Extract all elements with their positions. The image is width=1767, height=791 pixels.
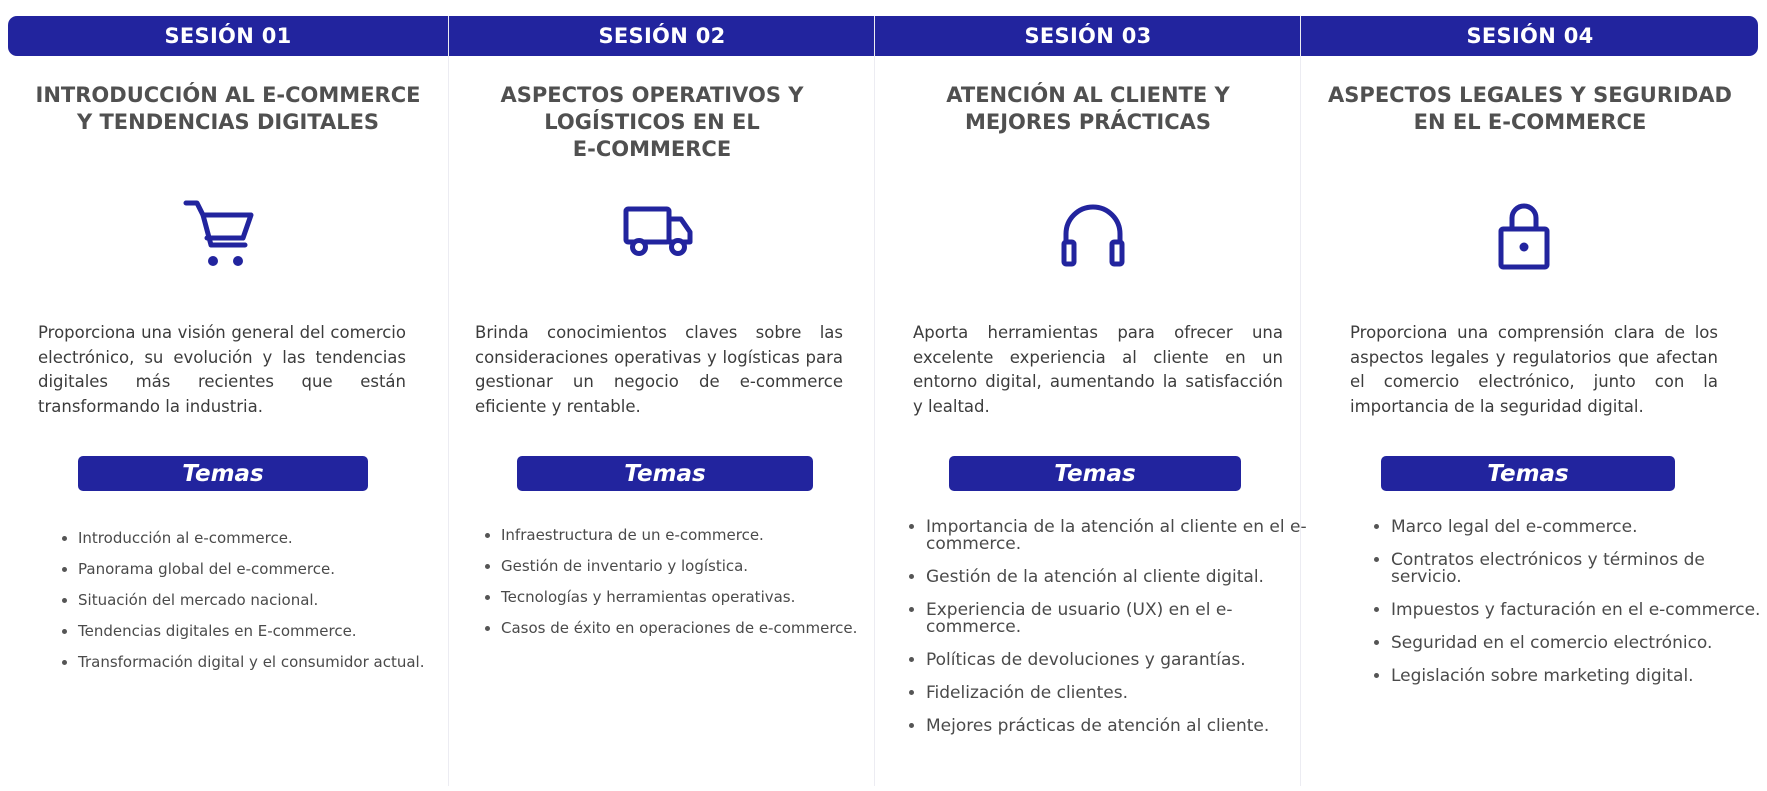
topics-label: Temas xyxy=(78,456,368,491)
list-item: • Importancia de la atención al cliente en el e-commerce. xyxy=(926,519,1316,553)
list-item: • Infraestructura de un e-commerce. xyxy=(501,527,881,543)
topics-list xyxy=(1359,519,1767,701)
session-03 xyxy=(874,16,1307,786)
shopping-cart-icon xyxy=(180,196,260,276)
list-item: • Experiencia de usuario (UX) en el e-commerce. xyxy=(926,602,1316,636)
list-item: • Contratos electrónicos y términos de servicio. xyxy=(1391,552,1767,586)
list-item: • Tendencias digitales en E-commerce. xyxy=(78,623,438,639)
topics-list xyxy=(469,527,881,651)
list-item: • Transformación digital y el consumidor actual. xyxy=(78,654,438,670)
list-item: • Situación del mercado nacional. xyxy=(78,592,438,608)
list-item: • Impuestos y facturación en el e-commerce. xyxy=(1391,602,1767,619)
list-item: • Gestión de la atención al cliente digital. xyxy=(926,569,1316,586)
padlock-icon xyxy=(1484,196,1564,276)
session-header: SESIÓN 04 xyxy=(1466,24,1594,48)
session-description: Brinda conocimientos claves sobre las consideraciones operativas y logísticas para gestionar un negocio de e-commerce eficiente y rentable. xyxy=(475,323,843,416)
session-description: Proporciona una comprensión clara de los aspectos legales y regulatorios que afectan el comercio electrónico, junto con la importancia de la seguridad digital. xyxy=(1350,323,1718,416)
session-description: Aporta herramientas para ofrecer una excelente experiencia al cliente en un entorno digital, aumentando la satisfacción y lealtad. xyxy=(913,323,1283,416)
list-item: • Mejores prácticas de atención al cliente. xyxy=(926,718,1316,735)
topics-label: Temas xyxy=(949,456,1241,491)
headphones-icon xyxy=(1053,196,1133,276)
list-item: • Legislación sobre marketing digital. xyxy=(1391,668,1767,685)
topics-label: Temas xyxy=(1381,456,1675,491)
list-item: • Casos de éxito en operaciones de e-commerce. xyxy=(501,620,881,636)
list-item: • Políticas de devoluciones y garantías. xyxy=(926,652,1316,669)
session-04 xyxy=(1300,16,1759,786)
session-title: INTRODUCCIÓN AL E-COMMERCE Y TENDENCIAS DIGITALES xyxy=(35,83,421,134)
list-item: • Fidelización de clientes. xyxy=(926,685,1316,702)
topics-label: Temas xyxy=(517,456,813,491)
list-item: • Introducción al e-commerce. xyxy=(78,530,438,546)
list-item: • Gestión de inventario y logística. xyxy=(501,558,881,574)
session-description: Proporciona una visión general del comercio electrónico, su evolución y las tendencias digitales más recientes que están transformando la industria. xyxy=(38,323,406,416)
session-header: SESIÓN 01 xyxy=(164,24,292,48)
delivery-truck-icon xyxy=(619,196,699,276)
list-item: • Tecnologías y herramientas operativas. xyxy=(501,589,881,605)
session-title: ASPECTOS LEGALES Y SEGURIDAD EN EL E-COMMERCE xyxy=(1328,83,1732,134)
topics-list xyxy=(46,530,438,685)
list-item: • Marco legal del e-commerce. xyxy=(1391,519,1767,536)
list-item: • Seguridad en el comercio electrónico. xyxy=(1391,635,1767,652)
session-02 xyxy=(448,16,875,786)
session-title: ASPECTOS OPERATIVOS Y LOGÍSTICOS EN EL E-COMMERCE xyxy=(500,83,804,161)
list-item: • Panorama global del e-commerce. xyxy=(78,561,438,577)
session-01 xyxy=(8,16,448,786)
session-header: SESIÓN 03 xyxy=(1024,24,1152,48)
session-header: SESIÓN 02 xyxy=(598,24,726,48)
topics-list xyxy=(894,519,1316,751)
session-title: ATENCIÓN AL CLIENTE Y MEJORES PRÁCTICAS xyxy=(946,83,1230,134)
